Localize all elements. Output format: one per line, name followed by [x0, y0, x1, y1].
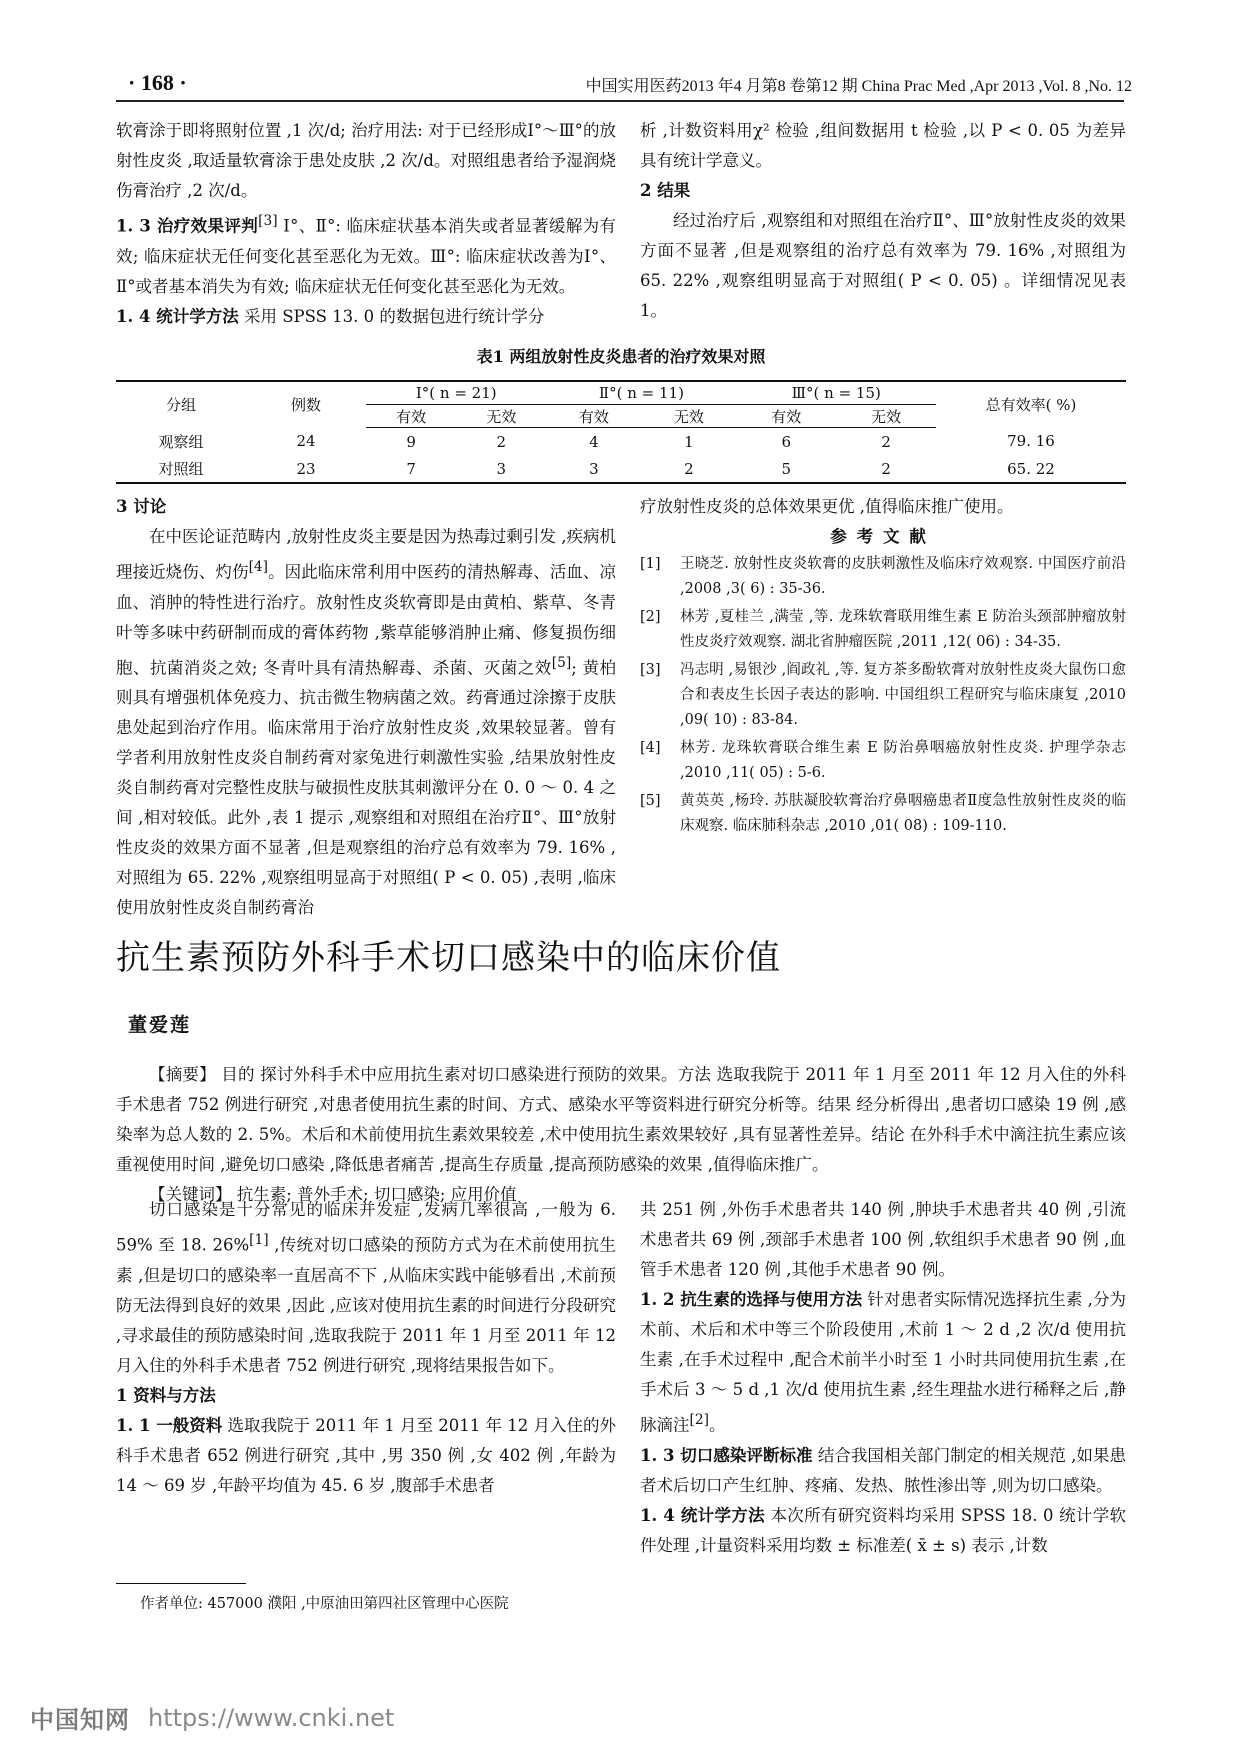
discussion-text-b: 。因此临床常利用中医药的清热解毒、活血、凉血、消肿的特性进行治疗。放射性皮炎软膏即是由黄柏、紫草、冬青叶等多味中药研制而成的膏体药物 ,紫草能够消肿止痛、修复损伤细胞、抗菌消炎之效; 冬青叶具有清热解毒、杀菌、灭菌之效	[116, 562, 617, 677]
reference-text: 王晓芝. 放射性皮炎软膏的皮肤刺激性及临床疗效观察. 中国医疗前沿 ,2008 ,3( 6) : 35-36.	[680, 556, 1126, 597]
section-1-3	[116, 206, 616, 302]
subheader-effective: 有效	[546, 405, 641, 428]
keywords-text: 【关键词】 抗生素; 普外手术; 切口感染; 应用价值	[149, 1185, 517, 1204]
references-column	[640, 492, 1126, 842]
discussion-continued: 疗放射性皮炎的总体效果更优 ,值得临床推广使用。	[640, 497, 1014, 516]
section-1-3-heading: 1. 3 切口感染评断标准	[640, 1445, 813, 1465]
col-header-total: 总有效率( %)	[936, 381, 1126, 428]
intro-paragraph	[116, 1195, 616, 1381]
subheader-ineffective: 无效	[641, 405, 736, 428]
abstract-text: 【摘要】 目的 探讨外科手术中应用抗生素对切口感染进行预防的效果。方法 选取我院于 2011 年 1 月至 2011 年 12 月入住的外科手术患者 752 例进行研究 ,对患者使用抗生素的时间、方式、感染水平等资料进行研究分析等。结果 经分析得出 ,患者切口感染 19 例 ,感染率为总人数的 2. 5%。术后和术前使用抗生素效果较差 ,术中使用抗生素效果较好 ,具有显著性差异。结论 在外科手术中滴注抗生素应该重视使用时间 ,避免切口感染 ,降低患者痛苦 ,提高生存质量 ,提高预防感染的效果 ,值得临床推广。	[116, 1065, 1126, 1174]
header-rule	[116, 100, 1124, 102]
footnote-rule	[116, 1583, 246, 1584]
references-heading: 参考文献	[830, 527, 936, 546]
section-1-4-text: 本次所有研究资料均采用 SPSS 18. 0 统计学软件处理 ,计量资料采用均数 ± 标准差( x̄ ± s) 表示 ,计数	[640, 1505, 1127, 1555]
reference-item	[640, 789, 1126, 839]
cell-d1-ineffective: 2	[496, 432, 507, 451]
results-paragraph: 经过治疗后 ,观察组和对照组在治疗Ⅱ°、Ⅲ°放射性皮炎的效果方面不显著 ,但是观察组的治疗总有效率为 79. 16% ,对照组为 65. 22% ,观察组明显高于对照组( P < 0. 05) 。详细情况见表 1。	[640, 211, 1126, 320]
col-header-degree-1: Ⅰ°( n = 21)	[366, 381, 546, 405]
subheader-effective: 有效	[736, 405, 836, 428]
cell-group: 观察组	[158, 432, 204, 451]
section-1-1-text: 选取我院于 2011 年 1 月至 2011 年 12 月入住的外科手术患者 652 例进行研究 ,其中 ,男 350 例 ,女 402 例 ,年龄为 14 ～ 69 岁 ,年龄平均值为 45. 6 岁 ,腹部手术患者	[116, 1415, 616, 1495]
reference-number: [5]	[640, 793, 661, 809]
reference-item	[640, 736, 1126, 786]
subheader-effective: 有效	[366, 405, 456, 428]
cnki-watermark	[30, 1700, 394, 1735]
reference-text: 林芳. 龙珠软膏联合维生素 E 防治鼻咽癌放射性皮炎. 护理学杂志 ,2010 ,11( 05) : 5-6.	[680, 740, 1126, 781]
discussion-text-c: ; 黄柏则具有增强机体免疫力、抗击微生物病菌之效。药膏通过涂擦于皮肤患处起到治疗作用。临床常用于治疗放射性皮炎 ,效果较显著。曾有学者利用放射性皮炎自制药膏对家兔进行刺激性实验 ,结果放射性皮炎自制药膏对完整性皮肤与破损性皮肤其刺激评分在 0. 0 ～ 0. 4 之间 ,相对较低。此外 ,表 1 提示 ,观察组和对照组在治疗Ⅱ°、Ⅲ°放射性皮炎的效果方面不显著 ,但是观察组的治疗总有效率为 79. 16% ,对照组为 65. 22% ,观察组明显高于对照组( P < 0. 05) ,表明 ,临床使用放射性皮炎自制药膏治	[116, 658, 616, 917]
col-header-group: 分组	[116, 381, 246, 428]
section-3-heading: 3 讨论	[116, 497, 167, 516]
col-header-cases: 例数	[246, 381, 366, 428]
cnki-url: https://www.cnki.net	[148, 1703, 395, 1732]
cell-d3-ineffective: 2	[836, 455, 936, 483]
author-affiliation: 作者单位: 457000 濮阳 ,中原油田第四社区管理中心医院	[140, 1596, 509, 1612]
table-row	[116, 455, 1126, 483]
cell-d1-effective: 7	[366, 455, 456, 483]
reference-number: [1]	[640, 556, 661, 572]
cell-cases: 24	[296, 432, 316, 451]
prev-article-left-column	[116, 116, 616, 332]
intro-text-a: 切口感染是十分常见的临床并发症 ,发病几率很高 ,一般为 6. 59% 至 18. 26%	[116, 1200, 616, 1255]
reference-item	[640, 605, 1126, 655]
intro-text-b: ,传统对切口感染的预防方式为在术前使用抗生素 ,但是切口的感染率一直居高不下 ,从临床实践中能够看出 ,术前预防无法得到良好的效果 ,因此 ,应该对使用抗生素的时间进行分段研究 ,寻求最佳的预防感染时间 ,选取我院于 2011 年 1 月至 2011 年 12 月入住的外科手术患者 752 例进行研究 ,现将结果报告如下。	[116, 1235, 616, 1375]
journal-header: 中国实用医药2013 年4 月第8 卷第12 期 China Prac Med ,Apr 2013 ,Vol. 8 ,No. 12	[585, 78, 1132, 95]
cell-cases: 23	[246, 455, 366, 483]
reference-number: [4]	[640, 740, 661, 756]
section-1-1-continued: 共 251 例 ,外伤手术患者共 140 例 ,肿块手术患者共 40 例 ,引流术患者共 69 例 ,颈部手术患者 100 例 ,软组织手术患者 90 例 ,血管手术患者 120 例 ,其他手术患者 90 例。	[640, 1200, 1126, 1279]
col-header-degree-2: Ⅱ°( n = 11)	[546, 381, 736, 405]
citation: [1]	[249, 1232, 269, 1248]
stats-paragraph: 析 ,计数资料用χ² 检验 ,组间数据用 t 检验 ,以 P < 0. 05 为差异具有统计学意义。	[640, 121, 1126, 170]
table-caption: 表1 两组放射性皮炎患者的治疗效果对照	[476, 347, 766, 366]
citation: [5]	[551, 654, 572, 671]
reference-number: [2]	[640, 609, 661, 625]
reference-text: 林芳 ,夏桂兰 ,满莹 ,等. 龙珠软膏联用维生素 E 防治头颈部肿瘤放射性皮炎疗效观察. 湖北省肿瘤医院 ,2011 ,12( 06) : 34-35.	[680, 609, 1126, 650]
article-title: 抗生素预防外科手术切口感染中的临床价值	[116, 938, 781, 978]
cell-d3-ineffective: 2	[881, 432, 891, 451]
section-1-heading: 1 资料与方法	[116, 1385, 216, 1405]
cell-d2-effective: 3	[546, 455, 641, 483]
article-author: 董爱莲	[128, 1014, 192, 1036]
prev-article-right-column	[640, 116, 1126, 326]
reference-item	[640, 658, 1126, 733]
section-1-2	[640, 1285, 1126, 1441]
section-1-4-heading: 1. 4 统计学方法	[116, 306, 239, 326]
section-1-4	[640, 1501, 1126, 1561]
section-1-4	[116, 302, 616, 332]
section-1-1-heading: 1. 1 一般资料	[116, 1415, 223, 1435]
col-header-degree-3: Ⅲ°( n = 15)	[736, 381, 936, 405]
section-1-2-text-b: 。	[708, 1415, 726, 1435]
citation: [3]	[258, 213, 278, 229]
table-row	[116, 428, 1126, 456]
section-2-heading: 2 结果	[640, 181, 691, 200]
discussion-column	[116, 492, 616, 923]
section-1-3-text: 结合我国相关部门制定的相关规范 ,如果患者术后切口产生红肿、疼痛、发热、脓性渗出等 ,则为切口感染。	[640, 1445, 1126, 1495]
section-1-2-text-a: 针对患者实际情况选择抗生素 ,分为术前、术后和术中等三个阶段使用 ,术前 1 ～ 2 d ,2 次/d 使用抗生素 ,在手术过程中 ,配合术前半小时至 1 小时共同使用抗生素 ,在手术后 3 ～ 5 d ,1 次/d 使用抗生素 ,经生理盐水进行稀释之后 ,静脉滴注	[640, 1290, 1126, 1435]
article-left-column	[116, 1195, 616, 1501]
cell-d3-effective: 6	[781, 432, 792, 451]
cell-total: 65. 22	[936, 455, 1126, 483]
subheader-ineffective: 无效	[836, 405, 936, 428]
cnki-logo: 中国知网	[30, 1706, 130, 1734]
section-1-4-text: 采用 SPSS 13. 0 的数据包进行统计学分	[238, 306, 545, 326]
section-1-4-heading: 1. 4 统计学方法	[640, 1505, 765, 1525]
cell-d1-ineffective: 3	[456, 455, 546, 483]
subheader-ineffective: 无效	[456, 405, 546, 428]
cell-d2-ineffective: 1	[684, 432, 694, 451]
cell-d1-effective: 9	[406, 432, 416, 451]
section-1-3-heading: 1. 3 治疗效果评判	[116, 216, 259, 236]
abstract-block	[116, 1060, 1126, 1210]
discussion-text-a: 在中医论证范畴内 ,放射性皮炎主要是因为热毒过剩引发 ,疾病机理接近烧伤、灼伤	[116, 527, 616, 582]
page-number: · 168 ·	[128, 70, 187, 95]
reference-text: 黄英英 ,杨玲. 苏肤凝胶软膏治疗鼻咽癌患者Ⅱ度急性放射性皮炎的临床观察. 临床肺科杂志 ,2010 ,01( 08) : 109-110.	[680, 793, 1126, 834]
cell-d2-effective: 4	[589, 432, 599, 451]
reference-number: [3]	[640, 662, 661, 678]
cell-total: 79. 16	[1007, 432, 1055, 451]
citation: [2]	[689, 1412, 709, 1428]
citation: [4]	[248, 559, 269, 575]
article-right-column	[640, 1195, 1126, 1561]
cell-group: 对照组	[116, 455, 246, 483]
cell-d3-effective: 5	[736, 455, 836, 483]
results-table	[116, 380, 1126, 484]
treatment-method-paragraph: 软膏涂于即将照射位置 ,1 次/d; 治疗用法: 对于已经形成Ⅰ°～Ⅲ°的放射性皮炎 ,取适量软膏涂于患处皮肤 ,2 次/d。对照组患者给予湿润烧伤膏治疗 ,2 次/d。	[116, 121, 616, 200]
reference-item	[640, 552, 1126, 602]
cell-d2-ineffective: 2	[641, 455, 736, 483]
section-1-2-heading: 1. 2 抗生素的选择与使用方法	[640, 1290, 863, 1309]
reference-text: 冯志明 ,易银沙 ,阎政礼 ,等. 复方茶多酚软膏对放射性皮炎大鼠伤口愈合和表皮生长因子表达的影响. 中国组织工程研究与临床康复 ,2010 ,09( 10) : 83-84.	[680, 662, 1126, 728]
section-1-1	[116, 1411, 616, 1501]
section-1-3-text: Ⅰ°、Ⅱ°: 临床症状基本消失或者显著缓解为有效; 临床症状无任何变化甚至恶化为无效。Ⅲ°: 临床症状改善为Ⅰ°、Ⅱ°或者基本消失为有效; 临床症状无任何变化甚至恶化为无效。	[116, 216, 616, 296]
section-1-3	[640, 1441, 1126, 1501]
discussion-paragraph	[116, 522, 616, 923]
